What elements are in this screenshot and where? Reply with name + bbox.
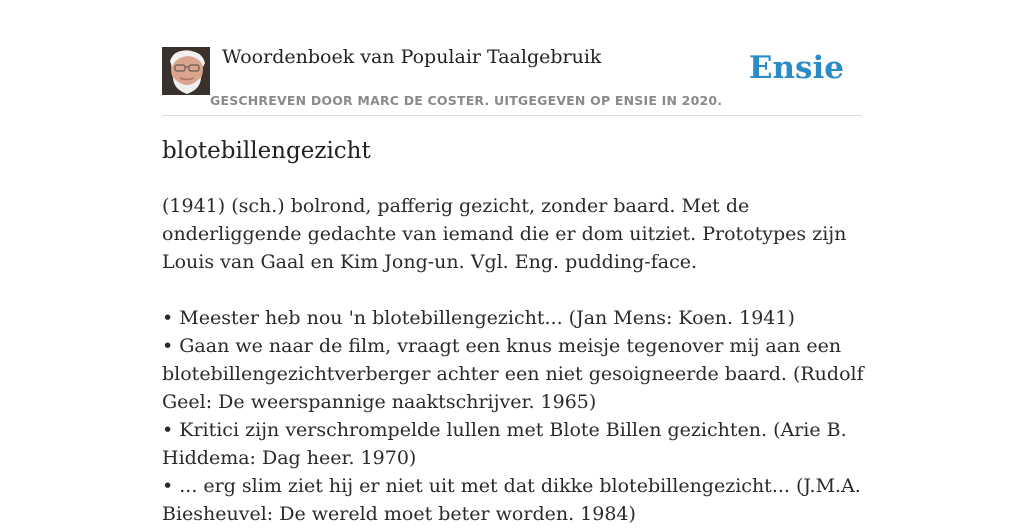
entry-definition: (1941) (sch.) bolrond, pafferig gezicht, zonder baard. Met de onderliggende gedachte van iemand die er dom uitziet. Prototypes zijn Louis van Gaal en Kim Jong-un. Vgl. Eng. pudding-face. — [162, 195, 847, 273]
author-photo-icon — [162, 47, 210, 95]
entry-headword: blotebillengezicht — [162, 138, 371, 164]
quote-item: • Kritici zijn verschrompelde lullen met Blote Billen gezichten. (Arie B. Hiddema: Dag heer. 1970) — [162, 419, 847, 469]
book-title[interactable]: Woordenboek van Populair Taalgebruik — [222, 46, 602, 68]
author-byline: GESCHREVEN DOOR MARC DE COSTER. UITGEGEVEN OP ENSIE IN 2020. — [210, 93, 723, 108]
ensie-logo[interactable]: Ensie — [748, 50, 844, 86]
entry-body — [162, 192, 864, 528]
author-avatar[interactable] — [162, 47, 210, 95]
quote-item: • Gaan we naar de film, vraagt een knus meisje tegenover mij aan een blotebillengezichtverberger achter een niet gesoigneerde baard. (Rudolf Geel: De weerspannige naaktschrijver. 1965) — [162, 335, 864, 413]
quote-item: • Meester heb nou 'n blotebillengezicht... (Jan Mens: Koen. 1941) — [162, 307, 795, 329]
quote-item: • ... erg slim ziet hij er niet uit met dat dikke blotebillengezicht... (J.M.A. Biesheuvel: De wereld moet beter worden. 1984) — [162, 475, 861, 525]
header — [162, 44, 862, 116]
